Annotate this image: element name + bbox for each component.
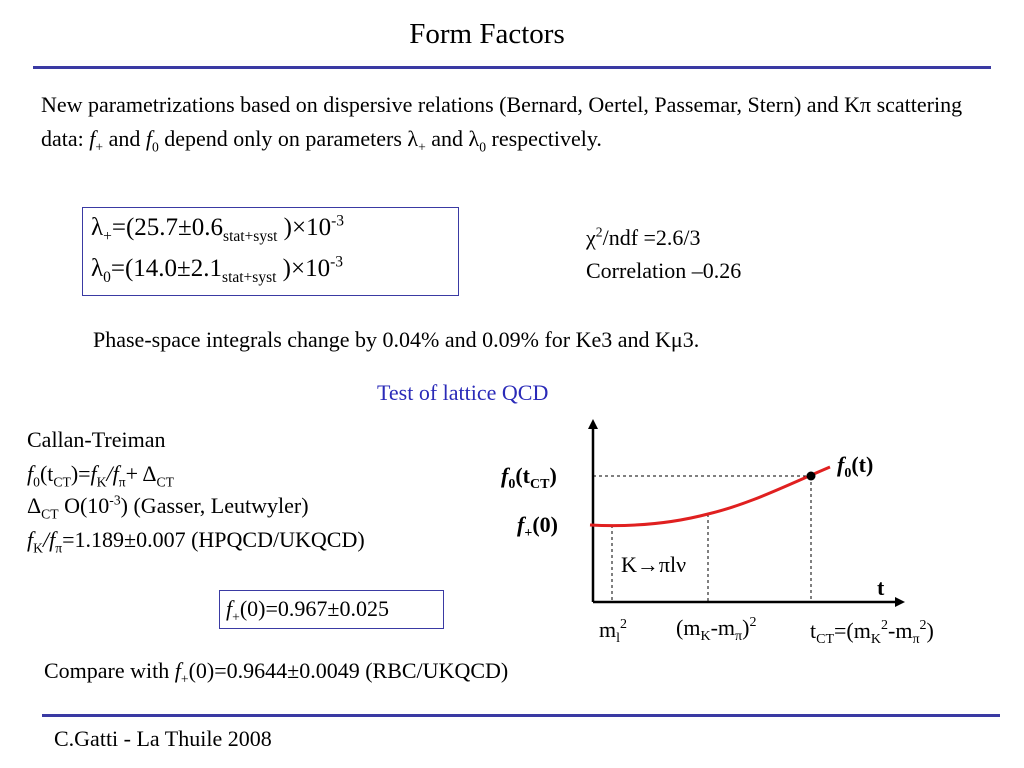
tct-tick-label: $t_{CT}=(m_K^2-m_\pi^2)$ [810,618,934,647]
tct-point [807,472,816,481]
form-factor-sketch [480,410,990,655]
compare-line: Compare with $f_+(0)=0.9644\pm 0.0049$ (RBC/UKQCD) [44,658,509,687]
fplus-result: $f_+(0)=0.967\pm 0.025$ [226,596,389,625]
phase-space-note: Phase-space integrals change by 0.04% and 0.09% for Ke3 and Kμ3. [93,327,700,352]
top-divider [33,66,991,69]
ml2-tick-label: $m_l^2$ [599,617,628,646]
t-axis-label: t [877,575,885,600]
footer-text: C.Gatti - La Thuile 2008 [54,726,272,751]
intro-paragraph: New parametrizations based on dispersive relations (Bernard, Oertel, Passemar, Stern) and Kπ scattering data: $f_+$ and $f_0$ depend only on parameters $\lambda_+$ and $\lambda_0$ respectively. [41,92,963,155]
k-pi-l-nu-label: K→πlν [621,552,687,577]
bottom-divider [42,714,1000,717]
callan-treiman-formula: $f_0(t_{CT})=f_K/f_\pi+ \Delta_{CT}$ [27,461,174,490]
fk-fpi-ratio: $f_K/f_\pi=1.189\pm 0.007$ (HPQCD/UKQCD) [27,527,365,556]
fplus-result-box [219,590,444,629]
lattice-qcd-heading: Test of lattice QCD [377,380,549,405]
slide-title: Form Factors [409,18,565,50]
f0t-curve-label: $f_0(t)$ [837,452,874,481]
lambda-results-box [82,207,459,296]
delta-ct-estimate: $\Delta_{CT}$ $O(10^{-3})$ (Gasser, Leutwyler) [27,492,309,522]
f0-tct-axis-label: $f_0(t_{CT})$ [501,463,557,492]
correlation: Correlation –0.26 [586,258,742,283]
chi2-ndf: $\chi^2$/ndf =2.6/3 [586,224,701,250]
callan-treiman-heading: Callan-Treiman [27,427,166,452]
mk-mpi-tick-label: $(m_K-m_\pi)^2$ [676,615,757,644]
fplus0-axis-label: $f_+(0)$ [517,512,558,541]
lambda-zero-result: $\lambda_0=(14.0\pm 2.1_{stat+syst}$ )$\times 10^{-3}$ [91,253,344,286]
lambda-plus-result: $\lambda_+=(25.7\pm 0.6_{stat+syst}$ )$\times 10^{-3}$ [91,212,345,245]
